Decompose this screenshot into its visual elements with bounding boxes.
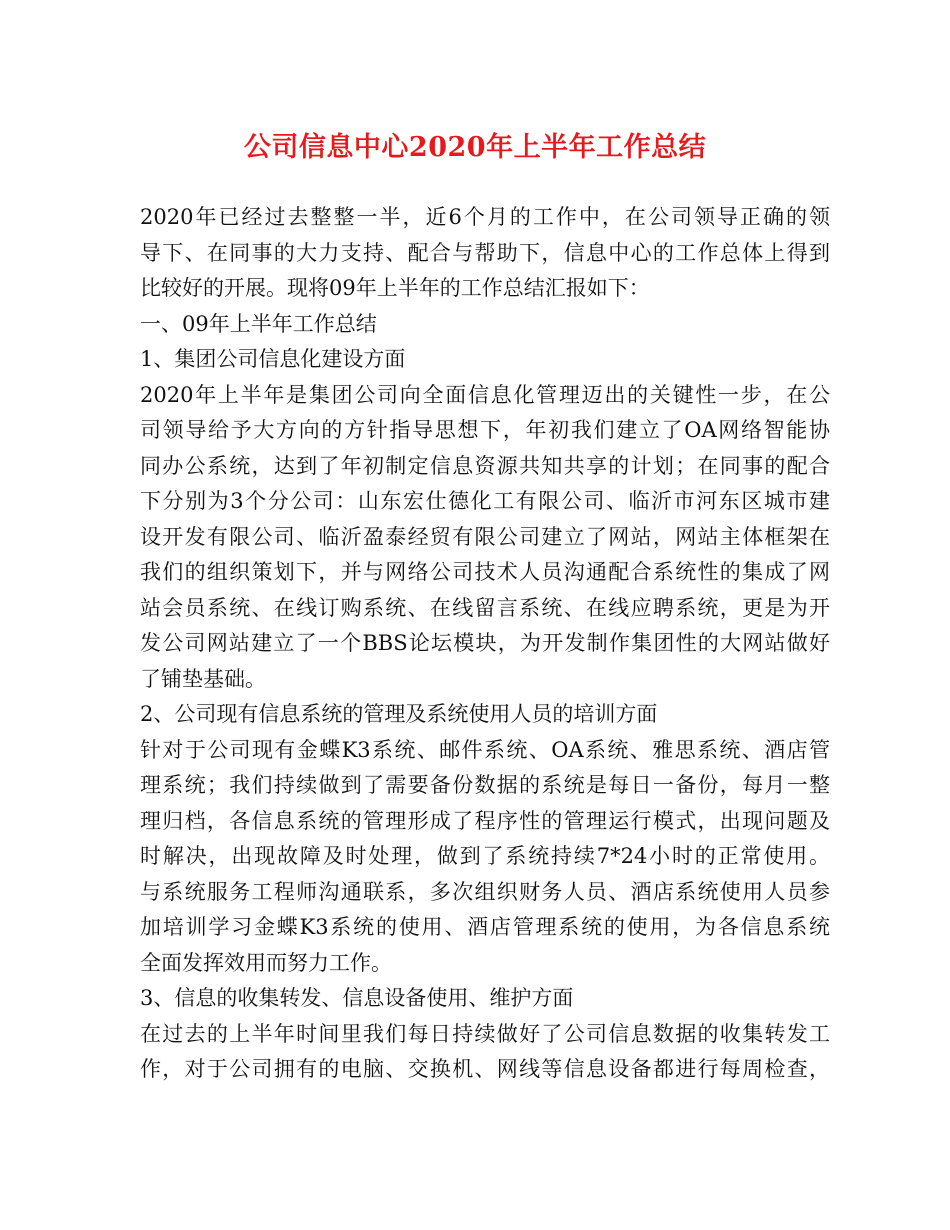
body-line: 时解决，出现故障及时处理，做到了系统持续7*24小时的正常使用。 bbox=[140, 844, 830, 868]
body-line: 理系统；我们持续做到了需要备份数据的系统是每日一备份，每月一整 bbox=[140, 773, 830, 797]
body-line: 理归档，各信息系统的管理形成了程序性的管理运行模式，出现问题及 bbox=[140, 808, 830, 833]
body-line: 一、09年上半年工作总结 bbox=[140, 311, 377, 336]
body-line: 司领导给予大方向的方针指导思想下，年初我们建立了OA网络智能协 bbox=[140, 418, 830, 442]
body-line: 比较好的开展。现将09年上半年的工作总结汇报如下： bbox=[140, 276, 650, 300]
body-line: 3、信息的收集转发、信息设备使用、维护方面 bbox=[140, 986, 574, 1010]
body-line: 加培训学习金蝶K3系统的使用、酒店管理系统的使用，为各信息系统 bbox=[140, 915, 830, 939]
body-line: 设开发有限公司、临沂盈泰经贸有限公司建立了网站，网站主体框架在 bbox=[140, 524, 830, 549]
body-line: 2020年已经过去整整一半，近6个月的工作中，在公司领导正确的领 bbox=[140, 205, 830, 229]
body-line: 与系统服务工程师沟通联系，多次组织财务人员、酒店系统使用人员参 bbox=[140, 879, 830, 904]
body-line: 站会员系统、在线订购系统、在线留言系统、在线应聘系统，更是为开 bbox=[140, 595, 830, 620]
body-line: 发公司网站建立了一个BBS论坛模块，为开发制作集团性的大网站做好 bbox=[140, 631, 830, 655]
body-line: 针对于公司现有金蝶K3系统、邮件系统、OA系统、雅思系统、酒店管 bbox=[140, 737, 830, 762]
body-line: 1、集团公司信息化建设方面 bbox=[140, 347, 406, 371]
body-line: 全面发挥效用而努力工作。 bbox=[140, 950, 392, 975]
document-title: 公司信息中心2020年上半年工作总结 bbox=[243, 132, 707, 163]
body-line: 2020年上半年是集团公司向全面信息化管理迈出的关键性一步，在公 bbox=[140, 382, 830, 407]
body-line: 导下、在同事的大力支持、配合与帮助下，信息中心的工作总体上得到 bbox=[140, 240, 830, 265]
body-line: 在过去的上半年时间里我们每日持续做好了公司信息数据的收集转发工 bbox=[140, 1021, 830, 1046]
body-line: 作，对于公司拥有的电脑、交换机、网线等信息设备都进行每周检查， bbox=[140, 1057, 830, 1081]
body-line: 了铺垫基础。 bbox=[140, 666, 266, 691]
document-body bbox=[140, 200, 830, 1088]
body-line: 同办公系统，达到了年初制定信息资源共知共享的计划；在同事的配合 bbox=[140, 453, 830, 478]
body-line: 我们的组织策划下，并与网络公司技术人员沟通配合系统性的集成了网 bbox=[140, 560, 830, 584]
body-line: 下分别为3个分公司：山东宏仕德化工有限公司、临沂市河东区城市建 bbox=[140, 489, 830, 513]
body-line: 2、公司现有信息系统的管理及系统使用人员的培训方面 bbox=[140, 702, 658, 726]
